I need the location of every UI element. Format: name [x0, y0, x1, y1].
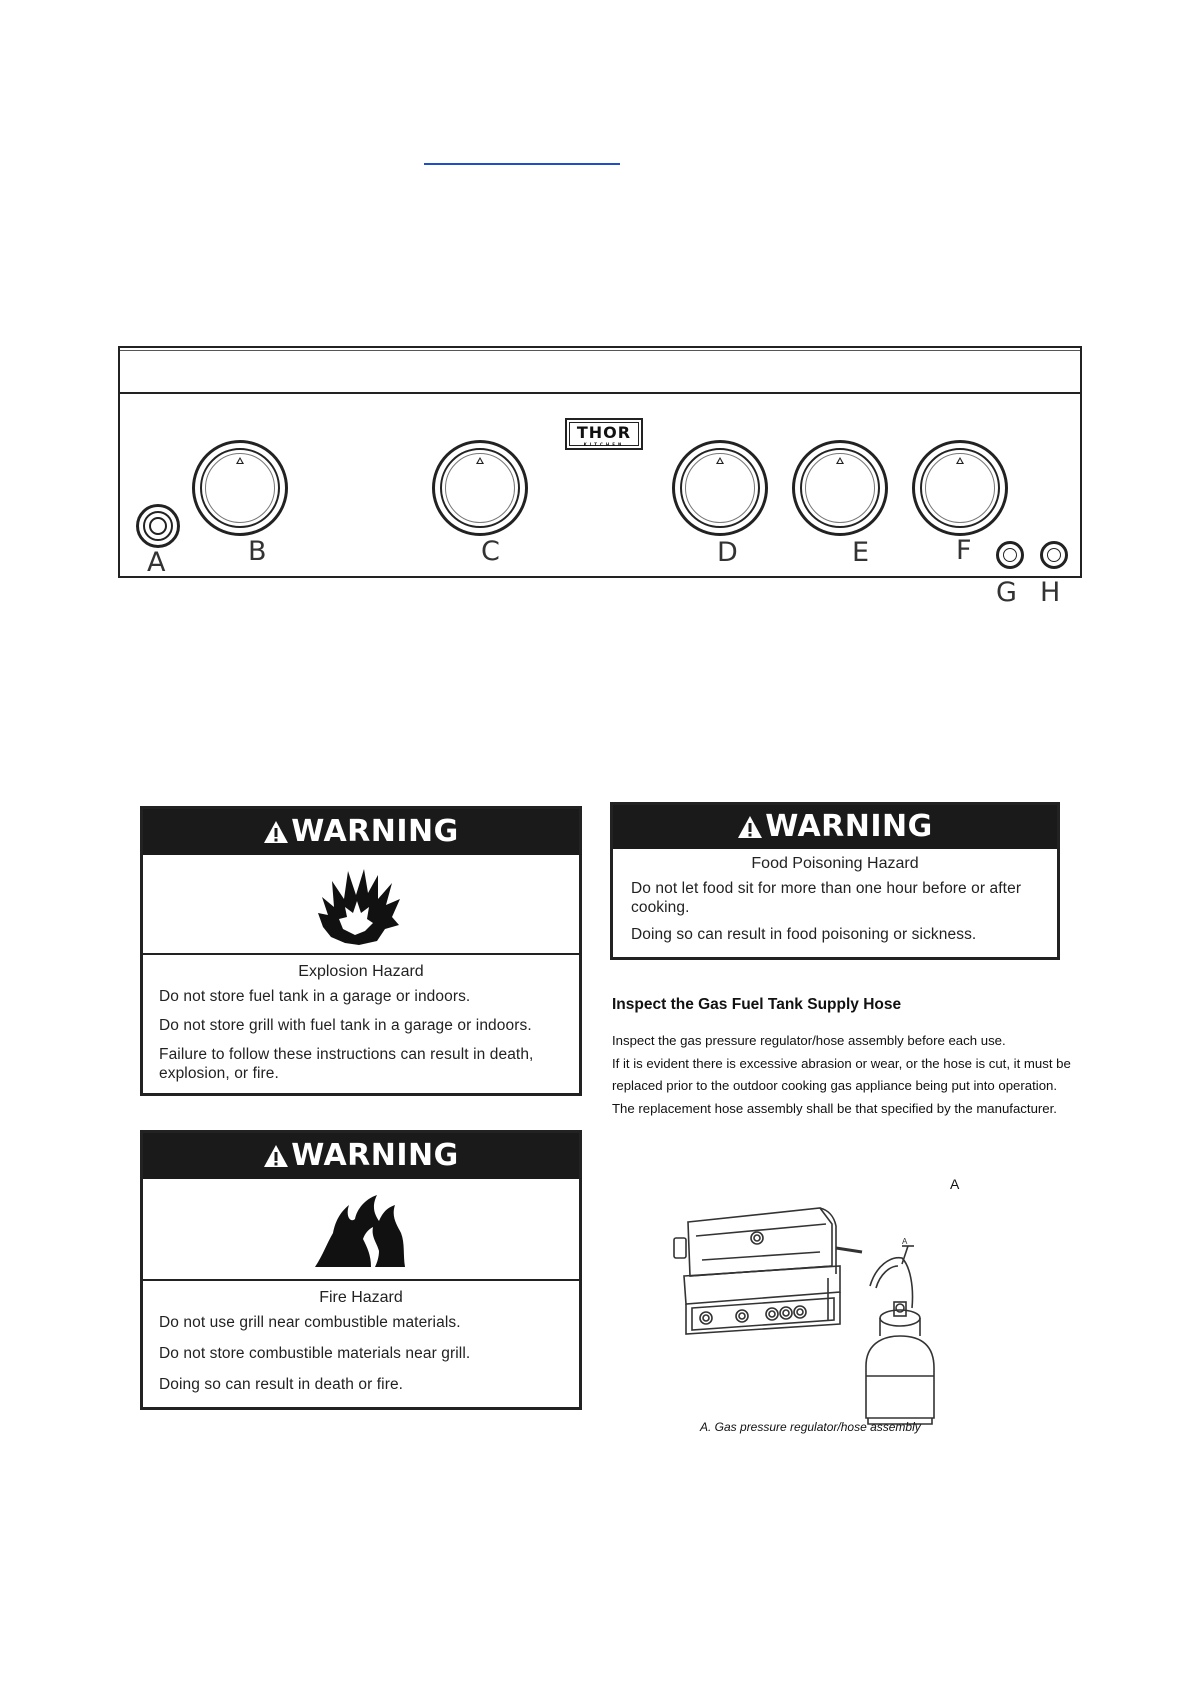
fire-hazard-warning [140, 1130, 582, 1410]
inspect-line-1: Inspect the gas pressure regulator/hose assembly before each use. [612, 1033, 1006, 1048]
explosion-icon-area [143, 855, 579, 955]
label-h: H [1040, 577, 1061, 608]
burner-knob-d [672, 440, 768, 536]
warning-header [143, 809, 579, 855]
figure-inner-marker: A [902, 1237, 908, 1246]
hazard-title: Fire Hazard [319, 1289, 403, 1306]
hazard-line-1: Do not let food sit for more than one hour before or after cooking. [631, 880, 1022, 916]
panel-divider [120, 392, 1080, 394]
logo-text: THOR [576, 423, 632, 442]
hazard-line-2: Doing so can result in food poisoning or sickness. [631, 926, 977, 943]
warning-triangle-icon [263, 1144, 289, 1168]
warning-header [613, 805, 1057, 849]
warning-header-text: WARNING [291, 814, 459, 849]
food-poisoning-warning [610, 802, 1060, 960]
hazard-line-2: Do not store combustible materials near grill. [159, 1345, 471, 1362]
figure-caption: A. Gas pressure regulator/hose assembly [700, 1420, 921, 1434]
burner-knob-b [192, 440, 288, 536]
inspect-line-2: If it is evident there is excessive abrasion or wear, or the hose is cut, it must be replaced prior to the outdoor cooking gas appliance being put into operation. The replacement hose assembly shall be that specified by the manufacturer. [612, 1055, 1071, 1116]
warning-header-text: WARNING [291, 1138, 459, 1173]
label-a: A [147, 547, 166, 578]
light-switch-h [1040, 541, 1068, 569]
fire-icon-area [143, 1179, 579, 1281]
figure-marker-a: A [950, 1176, 960, 1192]
thor-logo [565, 418, 643, 450]
hazard-line-1: Do not use grill near combustible materials. [159, 1314, 461, 1331]
hazard-line-2: Do not store grill with fuel tank in a garage or indoors. [159, 1017, 532, 1034]
inspect-body [612, 1030, 1072, 1120]
hazard-title: Food Poisoning Hazard [751, 855, 919, 872]
inspect-heading: Inspect the Gas Fuel Tank Supply Hose [612, 996, 902, 1013]
fire-icon [313, 1193, 407, 1269]
link-underline[interactable] [424, 163, 620, 165]
label-c: C [481, 536, 500, 567]
explosion-hazard-warning [140, 806, 582, 1096]
warning-triangle-icon [263, 820, 289, 844]
logo-subtext: KITCHEN [583, 442, 625, 447]
ignition-button-a [136, 504, 180, 548]
label-f: F [956, 535, 972, 566]
warning-header-text: WARNING [765, 809, 933, 844]
hazard-title: Explosion Hazard [298, 963, 424, 980]
label-e: E [852, 537, 870, 568]
label-d: D [717, 537, 738, 568]
label-b: B [248, 536, 267, 567]
burner-knob-e [792, 440, 888, 536]
warning-header [143, 1133, 579, 1179]
warning-triangle-icon [737, 815, 763, 839]
label-g: G [996, 577, 1017, 608]
burner-knob-f [912, 440, 1008, 536]
grill-with-tank-illustration [640, 1196, 970, 1428]
explosion-icon [315, 867, 403, 947]
hazard-line-3: Doing so can result in death or fire. [159, 1376, 404, 1393]
light-switch-g [996, 541, 1024, 569]
burner-knob-c [432, 440, 528, 536]
panel-top-edge [120, 350, 1080, 351]
hazard-line-1: Do not store fuel tank in a garage or indoors. [159, 988, 471, 1005]
hazard-line-3: Failure to follow these instructions can result in death, explosion, or fire. [159, 1046, 534, 1082]
